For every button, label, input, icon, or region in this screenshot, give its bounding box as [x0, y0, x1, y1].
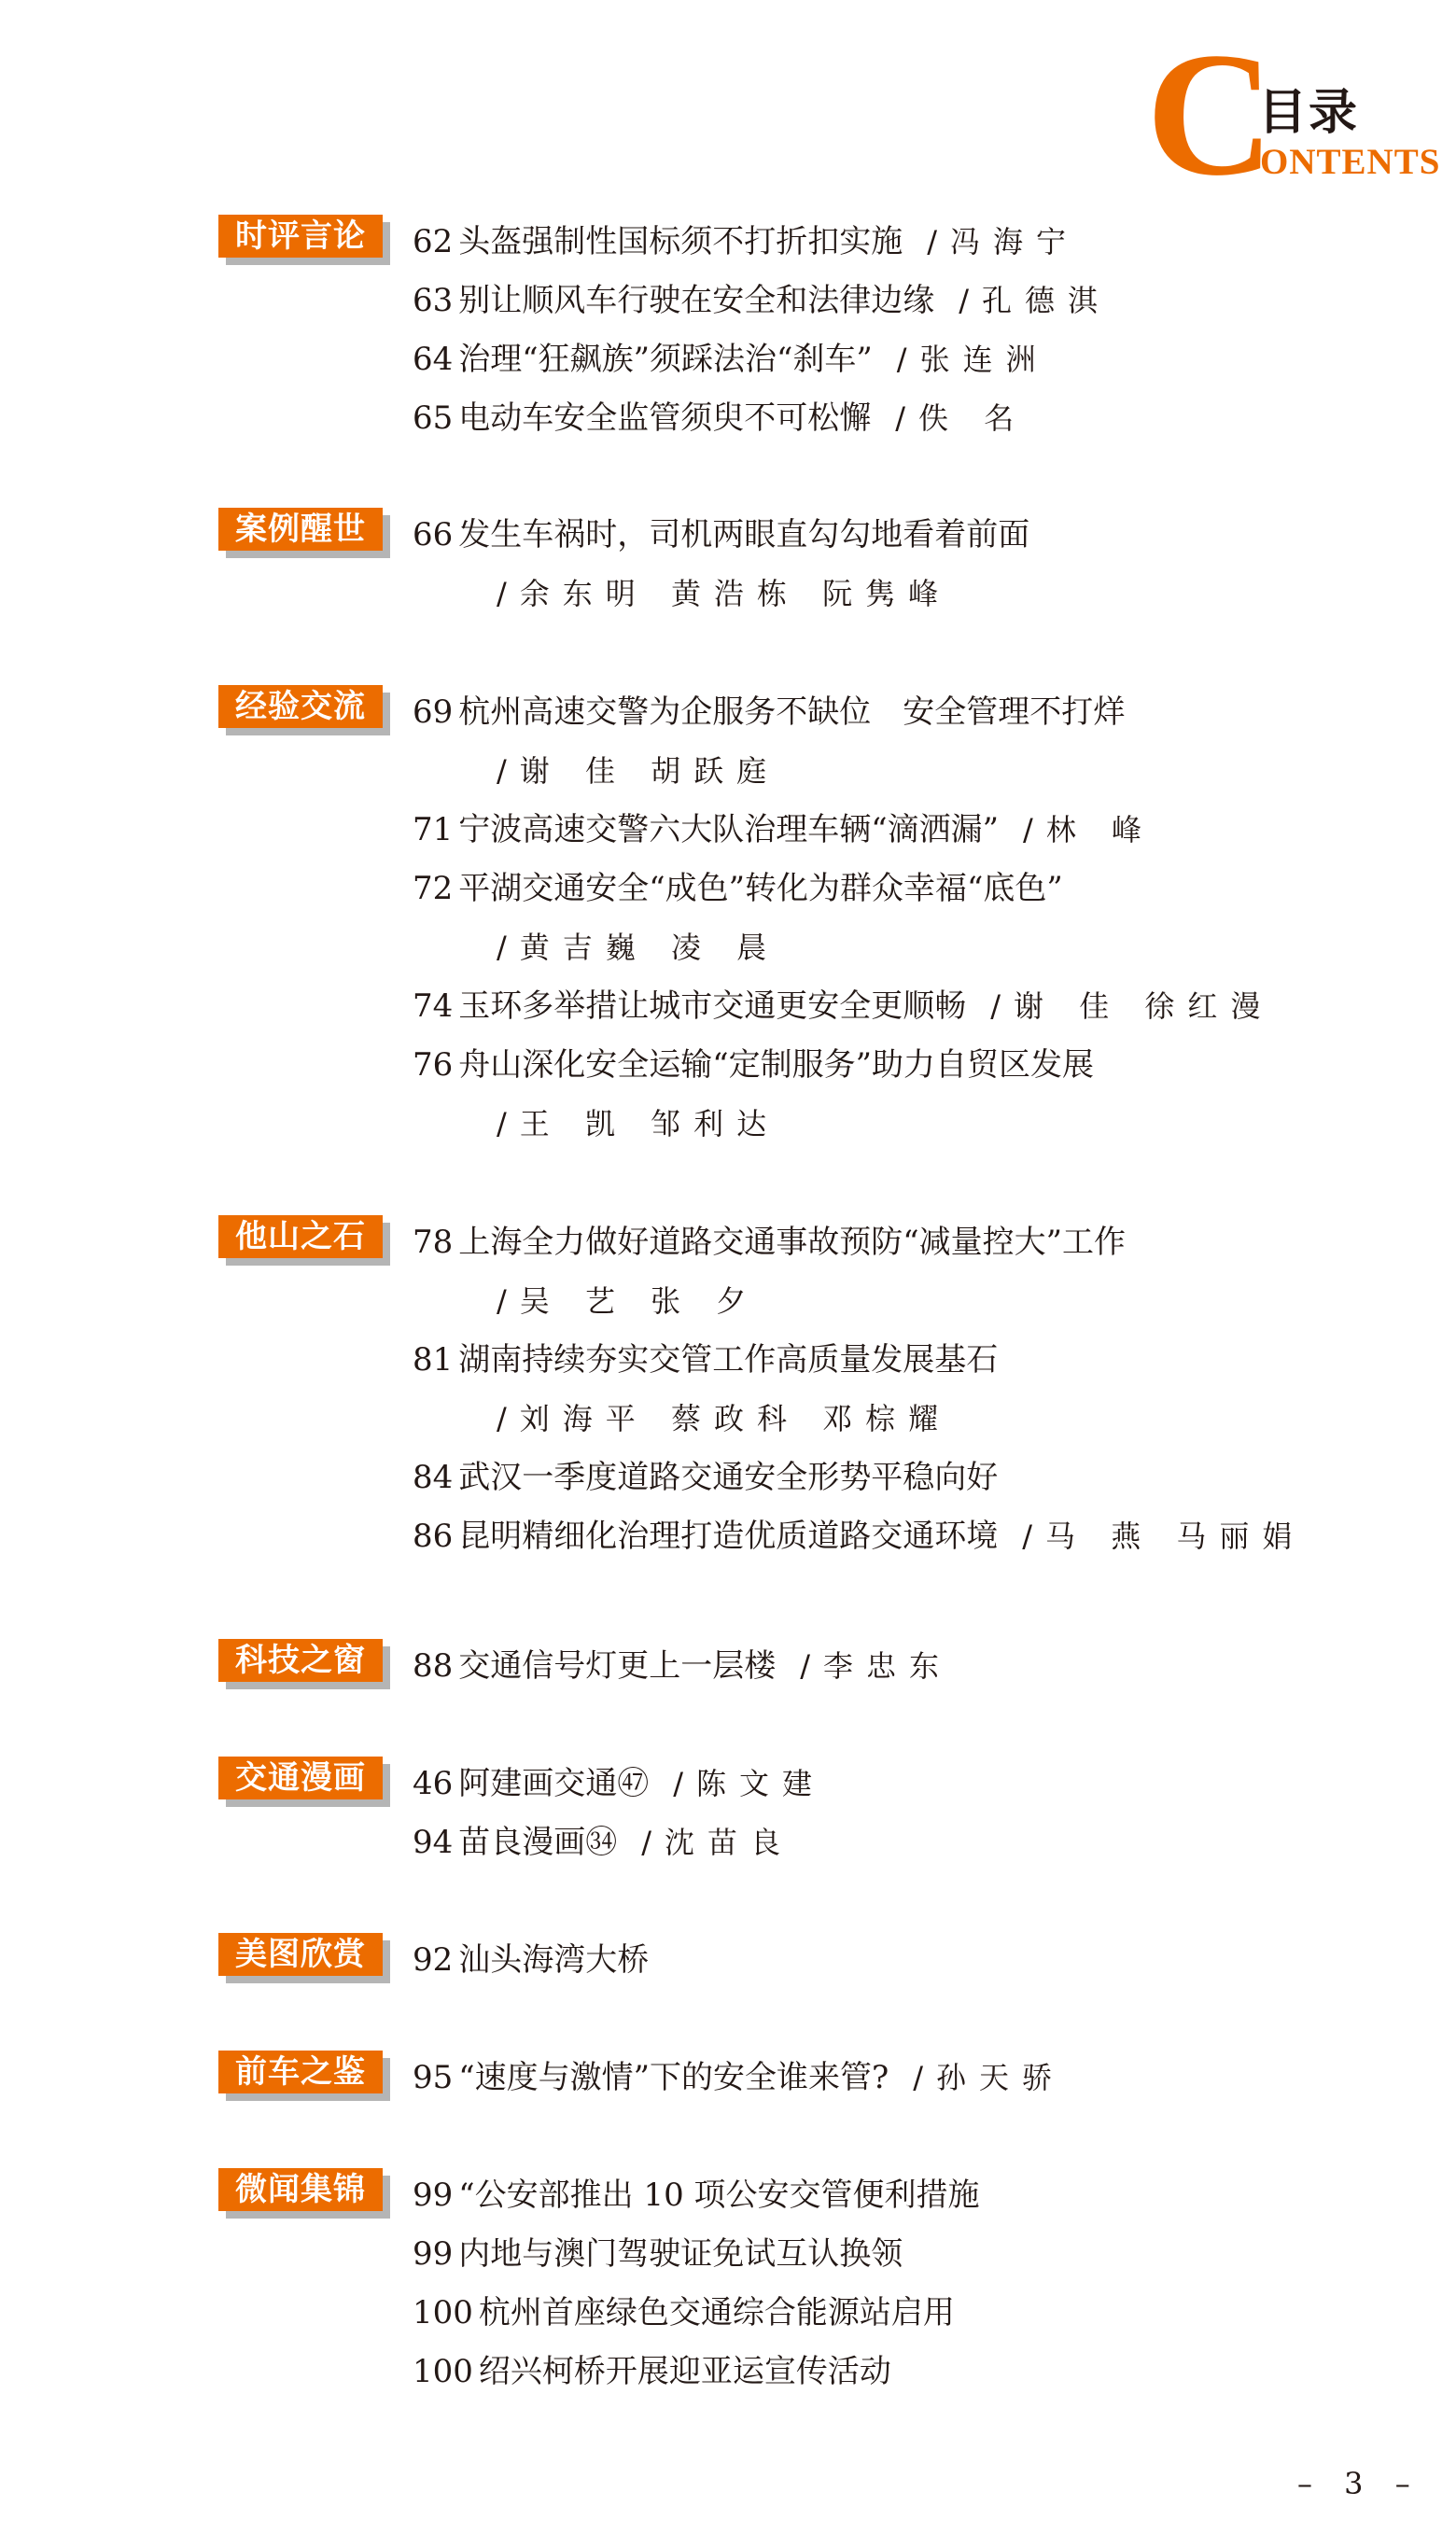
section-entries: [413, 2049, 1421, 2107]
toc-entry[interactable]: [413, 1272, 1421, 1331]
entry-page-number: 76: [413, 1046, 454, 1084]
section-tag: 交通漫画: [218, 1757, 383, 1799]
entry-author: /余东明 黄浩栋 阮隽峰: [497, 576, 952, 611]
toc-entry[interactable]: [413, 1449, 1421, 1507]
entry-author: /李忠东: [800, 1648, 953, 1684]
entry-author: /林 峰: [1023, 812, 1155, 847]
toc-entry[interactable]: [413, 506, 1421, 565]
entry-author: /张连洲: [896, 342, 1049, 377]
toc-entry[interactable]: [413, 742, 1421, 801]
toc-entry[interactable]: [413, 1095, 1421, 1154]
section-entries: [413, 213, 1421, 448]
toc-entry[interactable]: [413, 977, 1421, 1036]
entry-page-number: 99: [413, 2177, 454, 2214]
section-entries: [413, 683, 1421, 1154]
entry-title: 舟山深化安全运输“定制服务”助力自贸区发展: [458, 1046, 1095, 1084]
entry-page-number: 100: [413, 2294, 473, 2331]
entry-page-number: 46: [413, 1765, 454, 1802]
toc-entry[interactable]: [413, 272, 1421, 330]
entry-page-number: 86: [413, 1518, 454, 1555]
entry-page-number: 94: [413, 1824, 454, 1861]
toc-entry[interactable]: [413, 1390, 1421, 1449]
section-entries: [413, 1637, 1421, 1696]
toc-entry[interactable]: [413, 2225, 1421, 2284]
entry-title: 头盔强制性国标须不打折扣实施: [458, 223, 903, 260]
toc-entry[interactable]: [413, 1213, 1421, 1272]
entry-page-number: 71: [413, 811, 454, 848]
entry-author: /冯海宁: [927, 224, 1080, 259]
entry-author: /马 燕 马丽娟: [1022, 1519, 1306, 1554]
entry-title: 治理“狂飙族”须踩法治“刹车”: [458, 341, 873, 378]
entry-author: /孙天骄: [913, 2060, 1066, 2095]
toc-entry[interactable]: [413, 389, 1421, 448]
entry-author: /孔德淇: [959, 283, 1112, 318]
entry-title: 玉环多举措让城市交通更安全更顺畅: [458, 987, 967, 1025]
toc-entry[interactable]: [413, 1331, 1421, 1390]
entry-title: “速度与激情”下的安全谁来管?: [458, 2059, 889, 2096]
entry-page-number: 74: [413, 987, 454, 1025]
toc-entry[interactable]: [413, 918, 1421, 977]
entry-title: 别让顺风车行驶在安全和法律边缘: [458, 282, 935, 319]
entry-title: 汕头海湾大桥: [458, 1941, 650, 1979]
entry-title: 内地与澳门驾驶证免试互认换领: [458, 2235, 903, 2273]
entry-page-number: 88: [413, 1647, 454, 1685]
entry-page-number: 95: [413, 2059, 454, 2096]
entry-author: /王 凯 邹利达: [497, 1106, 780, 1141]
entry-page-number: 81: [413, 1341, 454, 1379]
section-entries: [413, 1931, 1421, 1990]
entry-page-number: 84: [413, 1459, 454, 1496]
section-tag: 科技之窗: [218, 1639, 383, 1682]
page-number: – 3 –: [1297, 2466, 1421, 2501]
toc-entry[interactable]: [413, 2049, 1421, 2107]
entry-page-number: 92: [413, 1941, 454, 1979]
toc-entry[interactable]: [413, 1755, 1421, 1813]
entry-title: 绍兴柯桥开展迎亚运宣传活动: [478, 2353, 891, 2390]
entry-title: 杭州高速交警为企服务不缺位 安全管理不打烊: [458, 693, 1126, 731]
entry-page-number: 72: [413, 870, 454, 907]
entry-author: /吴 艺 张 夕: [497, 1283, 760, 1319]
entry-page-number: 69: [413, 693, 454, 731]
section-entries: [413, 1213, 1421, 1566]
entry-page-number: 63: [413, 282, 454, 319]
toc-entry[interactable]: [413, 2284, 1421, 2343]
toc-entry[interactable]: [413, 1931, 1421, 1990]
entry-title: 杭州首座绿色交通综合能源站启用: [478, 2294, 955, 2331]
entry-author: /陈文建: [673, 1766, 826, 1801]
toc-entry[interactable]: [413, 683, 1421, 742]
entry-title: 湖南持续夯实交管工作高质量发展基石: [458, 1341, 999, 1379]
entry-title: 宁波高速交警六大队治理车辆“滴洒漏”: [458, 811, 1000, 848]
entry-author: /黄吉巍 凌 晨: [497, 930, 780, 965]
section-tag: 微闻集锦: [218, 2168, 383, 2211]
section-tag: 案例醒世: [218, 508, 383, 551]
header-big-letter: C: [1146, 17, 1275, 213]
entry-title: 平湖交通安全“成色”转化为群众幸福“底色”: [458, 870, 1063, 907]
entry-title: 昆明精细化治理打造优质道路交通环境: [458, 1518, 999, 1555]
entry-author: /谢 佳 徐红漫: [990, 988, 1274, 1024]
entry-title: 阿建画交通㊼: [458, 1765, 650, 1802]
section-entries: [413, 1755, 1421, 1872]
entry-author: /谢 佳 胡跃庭: [497, 753, 780, 789]
entry-title: 发生车祸时，司机两眼直勾勾地看着前面: [458, 516, 1030, 553]
entry-title: 上海全力做好道路交通事故预防“减量控大”工作: [458, 1224, 1127, 1261]
toc-entry[interactable]: [413, 1637, 1421, 1696]
page-title: 目录: [1258, 85, 1360, 141]
section-entries: [413, 2166, 1421, 2401]
entry-page-number: 64: [413, 341, 454, 378]
entry-author: /沈苗良: [641, 1825, 794, 1860]
toc-entry[interactable]: [413, 801, 1421, 860]
entry-page-number: 65: [413, 399, 454, 437]
toc-entry[interactable]: [413, 1813, 1421, 1872]
entry-page-number: 99: [413, 2235, 454, 2273]
section-tag: 他山之石: [218, 1215, 383, 1258]
entry-author: /佚 名: [895, 400, 1028, 436]
page-subtitle: ONTENTS: [1260, 142, 1441, 182]
section-entries: [413, 506, 1421, 623]
section-tag: 前车之鉴: [218, 2051, 383, 2093]
toc-entry[interactable]: [413, 330, 1421, 389]
toc-entry[interactable]: [413, 860, 1421, 918]
toc-entry[interactable]: [413, 1036, 1421, 1095]
entry-title: 电动车安全监管须臾不可松懈: [458, 399, 872, 437]
section-tag: 经验交流: [218, 685, 383, 728]
toc-entry[interactable]: [413, 1507, 1421, 1566]
entry-author: /刘海平 蔡政科 邓棕耀: [497, 1401, 952, 1436]
entry-title: 交通信号灯更上一层楼: [458, 1647, 777, 1685]
entry-page-number: 78: [413, 1224, 454, 1261]
entry-page-number: 100: [413, 2353, 473, 2390]
entry-title: “公安部推出 10 项公安交管便利措施: [458, 2177, 980, 2214]
entry-title: 苗良漫画㉞: [458, 1824, 618, 1861]
toc-entry[interactable]: [413, 565, 1421, 623]
toc-entry[interactable]: [413, 2343, 1421, 2401]
entry-page-number: 62: [413, 223, 454, 260]
entry-page-number: 66: [413, 516, 454, 553]
toc-entry[interactable]: [413, 2166, 1421, 2225]
toc-entry[interactable]: [413, 213, 1421, 272]
section-tag: 美图欣赏: [218, 1933, 383, 1976]
section-tag: 时评言论: [218, 215, 383, 258]
entry-title: 武汉一季度道路交通安全形势平稳向好: [458, 1459, 999, 1496]
